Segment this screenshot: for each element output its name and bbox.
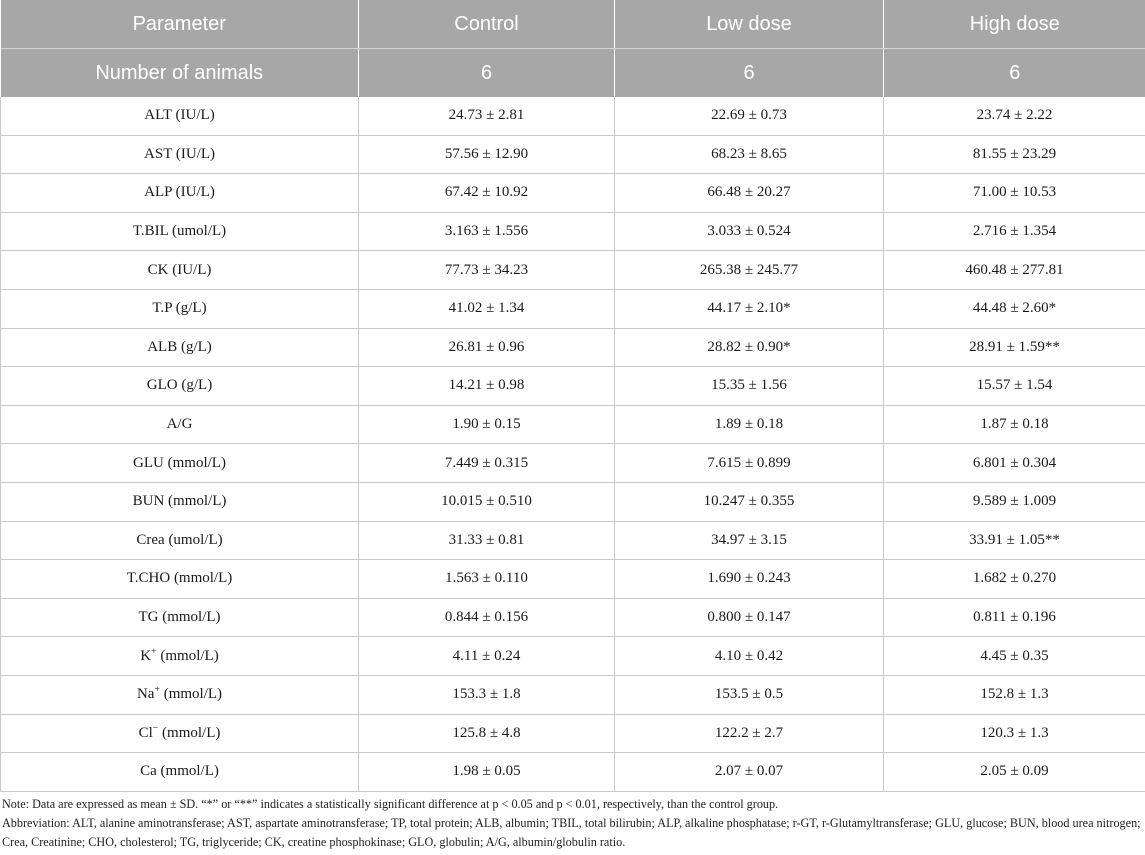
abbreviation-text: Abbreviation: ALT, alanine aminotransferase; AST, aspartate aminotransferase; TP, total protein; ALB, albumin; TBIL, total bilirubin; ALP, alkaline phosphatase; r-GT, r-Glutamyltransferase; GLU, glucose; BUN, blood urea nitrogen; Crea, Creatinine; CHO, cholesterol; TG, triglyceride; CK, creatine phosphokinase; GLO, globulin; A/G, albumin/globulin ratio.: [2, 816, 1141, 849]
cell-high-dose: 0.811 ± 0.196: [884, 598, 1145, 637]
table-row: [1, 714, 1145, 753]
cell-control: 31.33 ± 0.81: [359, 521, 615, 560]
cell-low-dose: 3.033 ± 0.524: [615, 212, 884, 251]
cell-parameter: [1, 637, 359, 676]
cell-control: 125.8 ± 4.8: [359, 714, 615, 753]
cell-low-dose: 1.690 ± 0.243: [615, 560, 884, 599]
cell-low-dose: 153.5 ± 0.5: [615, 675, 884, 714]
table-row: [1, 212, 1145, 251]
cell-high-dose: 2.716 ± 1.354: [884, 212, 1145, 251]
table-row: [1, 675, 1145, 714]
cell-control: 10.015 ± 0.510: [359, 482, 615, 521]
table-row: [1, 405, 1145, 444]
table-row: [1, 174, 1145, 213]
subheader-control: 6: [359, 49, 615, 98]
cell-high-dose: 6.801 ± 0.304: [884, 444, 1145, 483]
cell-low-dose: 66.48 ± 20.27: [615, 174, 884, 213]
cell-parameter: Crea (umol/L): [1, 521, 359, 560]
header-control: Control: [359, 0, 615, 49]
cell-high-dose: 44.48 ± 2.60*: [884, 289, 1145, 328]
cell-high-dose: 4.45 ± 0.35: [884, 637, 1145, 676]
cell-high-dose: 120.3 ± 1.3: [884, 714, 1145, 753]
cell-control: 1.563 ± 0.110: [359, 560, 615, 599]
cell-control: 4.11 ± 0.24: [359, 637, 615, 676]
parameter-base: Cl: [138, 724, 153, 741]
subheader-label: Number of animals: [1, 49, 359, 98]
table-notes: [2, 795, 1142, 852]
cell-parameter: GLO (g/L): [1, 367, 359, 406]
header-parameter: Parameter: [1, 0, 359, 49]
cell-low-dose: 0.800 ± 0.147: [615, 598, 884, 637]
table-row: [1, 97, 1145, 135]
cell-control: 0.844 ± 0.156: [359, 598, 615, 637]
subheader-row: [1, 49, 1145, 98]
cell-low-dose: 34.97 ± 3.15: [615, 521, 884, 560]
table-head: [1, 0, 1145, 97]
table-row: [1, 135, 1145, 174]
cell-parameter: ALP (IU/L): [1, 174, 359, 213]
cell-high-dose: 81.55 ± 23.29: [884, 135, 1145, 174]
parameter-unit: (mmol/L): [159, 686, 223, 703]
cell-control: 3.163 ± 1.556: [359, 212, 615, 251]
cell-parameter: T.P (g/L): [1, 289, 359, 328]
cell-low-dose: 1.89 ± 0.18: [615, 405, 884, 444]
subheader-high-dose: 6: [884, 49, 1145, 98]
table-row: [1, 251, 1145, 290]
cell-parameter: CK (IU/L): [1, 251, 359, 290]
parameter-base: K: [140, 647, 152, 664]
table-row: [1, 560, 1145, 599]
cell-high-dose: 28.91 ± 1.59**: [884, 328, 1145, 367]
table-row: [1, 482, 1145, 521]
cell-control: 1.90 ± 0.15: [359, 405, 615, 444]
cell-parameter: T.BIL (umol/L): [1, 212, 359, 251]
table-row: [1, 367, 1145, 406]
cell-parameter: TG (mmol/L): [1, 598, 359, 637]
table-body: [1, 97, 1145, 791]
cell-parameter: ALB (g/L): [1, 328, 359, 367]
cell-low-dose: 7.615 ± 0.899: [615, 444, 884, 483]
cell-low-dose: 28.82 ± 0.90*: [615, 328, 884, 367]
cell-low-dose: 44.17 ± 2.10*: [615, 289, 884, 328]
cell-low-dose: 68.23 ± 8.65: [615, 135, 884, 174]
cell-parameter: T.CHO (mmol/L): [1, 560, 359, 599]
parameter-unit: (mmol/L): [158, 724, 221, 741]
cell-parameter: AST (IU/L): [1, 135, 359, 174]
cell-high-dose: 152.8 ± 1.3: [884, 675, 1145, 714]
cell-high-dose: 460.48 ± 277.81: [884, 251, 1145, 290]
table-row: [1, 637, 1145, 676]
cell-control: 77.73 ± 34.23: [359, 251, 615, 290]
cell-high-dose: 71.00 ± 10.53: [884, 174, 1145, 213]
table-row: [1, 521, 1145, 560]
cell-high-dose: 15.57 ± 1.54: [884, 367, 1145, 406]
cell-low-dose: 2.07 ± 0.07: [615, 753, 884, 792]
cell-control: 41.02 ± 1.34: [359, 289, 615, 328]
cell-control: 24.73 ± 2.81: [359, 97, 615, 135]
header-low-dose: Low dose: [615, 0, 884, 49]
cell-low-dose: 265.38 ± 245.77: [615, 251, 884, 290]
note-text: Note: Data are expressed as mean ± SD. “*” or “**” indicates a statistically significant difference at p < 0.05 and p < 0.01, respectively, than the control group.: [2, 797, 779, 811]
cell-high-dose: 1.87 ± 0.18: [884, 405, 1145, 444]
table-row: [1, 328, 1145, 367]
subheader-low-dose: 6: [615, 49, 884, 98]
cell-control: 153.3 ± 1.8: [359, 675, 615, 714]
table-row: [1, 444, 1145, 483]
table-row: [1, 598, 1145, 637]
cell-control: 57.56 ± 12.90: [359, 135, 615, 174]
cell-control: 14.21 ± 0.98: [359, 367, 615, 406]
cell-high-dose: 9.589 ± 1.009: [884, 482, 1145, 521]
cell-parameter: GLU (mmol/L): [1, 444, 359, 483]
cell-low-dose: 4.10 ± 0.42: [615, 637, 884, 676]
cell-low-dose: 10.247 ± 0.355: [615, 482, 884, 521]
cell-parameter: [1, 675, 359, 714]
cell-high-dose: 23.74 ± 2.22: [884, 97, 1145, 135]
cell-control: 7.449 ± 0.315: [359, 444, 615, 483]
cell-parameter: A/G: [1, 405, 359, 444]
parameter-charge: +: [154, 684, 160, 696]
cell-parameter: Ca (mmol/L): [1, 753, 359, 792]
cell-low-dose: 122.2 ± 2.7: [615, 714, 884, 753]
cell-low-dose: 22.69 ± 0.73: [615, 97, 884, 135]
cell-high-dose: 33.91 ± 1.05**: [884, 521, 1145, 560]
parameter-charge: +: [151, 645, 157, 657]
cell-high-dose: 1.682 ± 0.270: [884, 560, 1145, 599]
header-high-dose: High dose: [884, 0, 1145, 49]
cell-parameter: [1, 714, 359, 753]
cell-low-dose: 15.35 ± 1.56: [615, 367, 884, 406]
cell-parameter: BUN (mmol/L): [1, 482, 359, 521]
parameter-charge: −: [152, 722, 159, 734]
table-row: [1, 289, 1145, 328]
header-row: [1, 0, 1145, 49]
parameter-base: Na: [136, 686, 155, 703]
cell-control: 67.42 ± 10.92: [359, 174, 615, 213]
table-row: [1, 753, 1145, 792]
cell-control: 1.98 ± 0.05: [359, 753, 615, 792]
cell-high-dose: 2.05 ± 0.09: [884, 753, 1145, 792]
parameter-unit: (mmol/L): [156, 647, 219, 664]
cell-control: 26.81 ± 0.96: [359, 328, 615, 367]
cell-parameter: ALT (IU/L): [1, 97, 359, 135]
